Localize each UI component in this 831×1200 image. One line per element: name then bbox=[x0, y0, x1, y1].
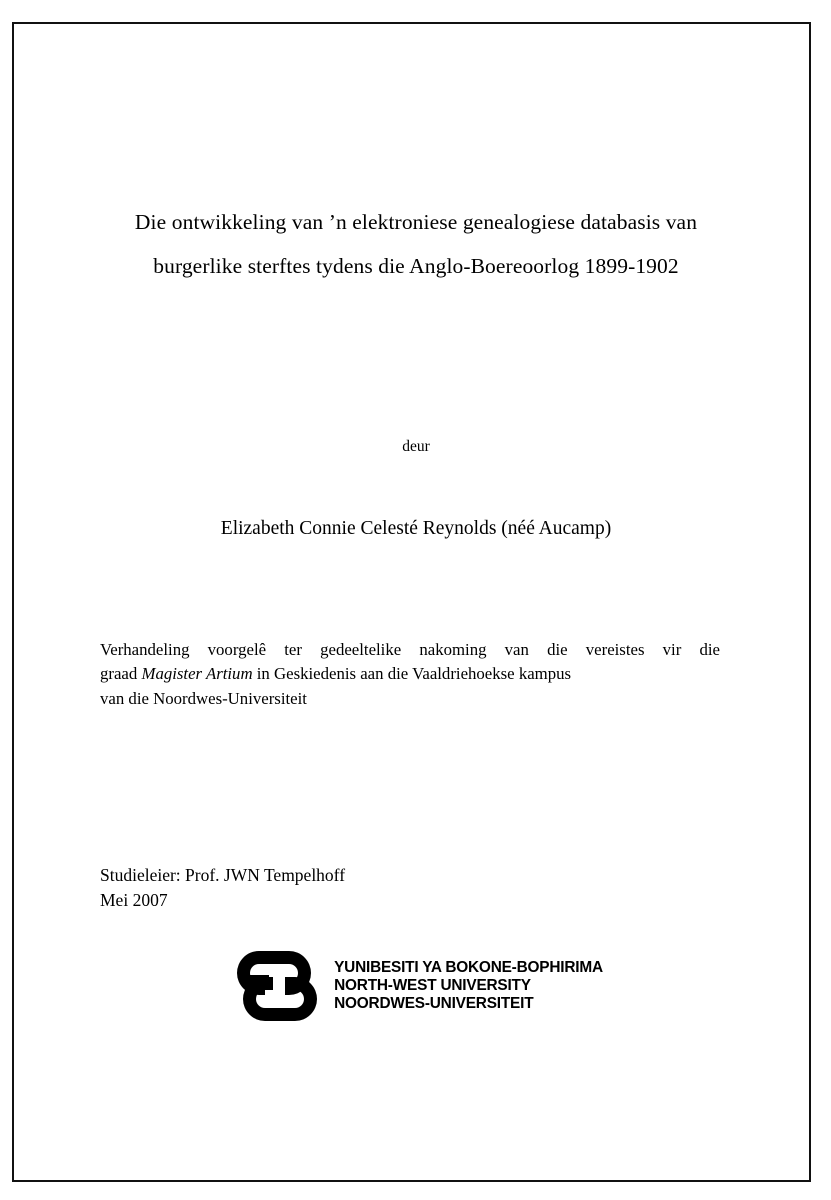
degree-name: Magister Artium bbox=[141, 664, 253, 684]
title-line-2: burgerlike sterftes tydens die Anglo-Boereoorlog 1899-1902 bbox=[153, 254, 679, 279]
supervisor-line: Studieleier: Prof. JWN Tempelhoff bbox=[100, 865, 346, 886]
author-name: Elizabeth Connie Celesté Reynolds (néé Aucamp) bbox=[220, 518, 612, 540]
supervisor-block bbox=[100, 863, 732, 913]
degree-statement-line-2-post: in Geskiedenis aan die Vaaldriehoekse kampus bbox=[252, 664, 572, 684]
north-west-university-logo-icon bbox=[229, 949, 325, 1023]
title-page-content bbox=[100, 60, 732, 1140]
logo-line-3: NOORDWES-UNIVERSITEIT bbox=[334, 994, 534, 1012]
degree-statement-line-3: van die Noordwes-Universiteit bbox=[100, 688, 307, 708]
university-logo bbox=[100, 949, 732, 1023]
logo-line-1: YUNIBESITI YA BOKONE-BOPHIRIMA bbox=[334, 958, 603, 976]
logo-line-2: NORTH-WEST UNIVERSITY bbox=[334, 976, 531, 994]
date-line: Mei 2007 bbox=[100, 890, 168, 910]
page-title bbox=[100, 200, 732, 288]
degree-statement-line-1: Verhandeling voorgelê ter gedeeltelike nakoming van die vereistes vir die bbox=[100, 640, 720, 660]
title-line-1: Die ontwikkeling van ’n elektroniese genealogiese databasis van bbox=[134, 210, 698, 234]
degree-statement-line-2-pre: graad bbox=[100, 664, 142, 684]
degree-statement-line-2 bbox=[100, 662, 720, 686]
university-logo-text bbox=[334, 959, 603, 1013]
by-word: deur bbox=[402, 438, 430, 456]
degree-statement bbox=[100, 638, 720, 711]
